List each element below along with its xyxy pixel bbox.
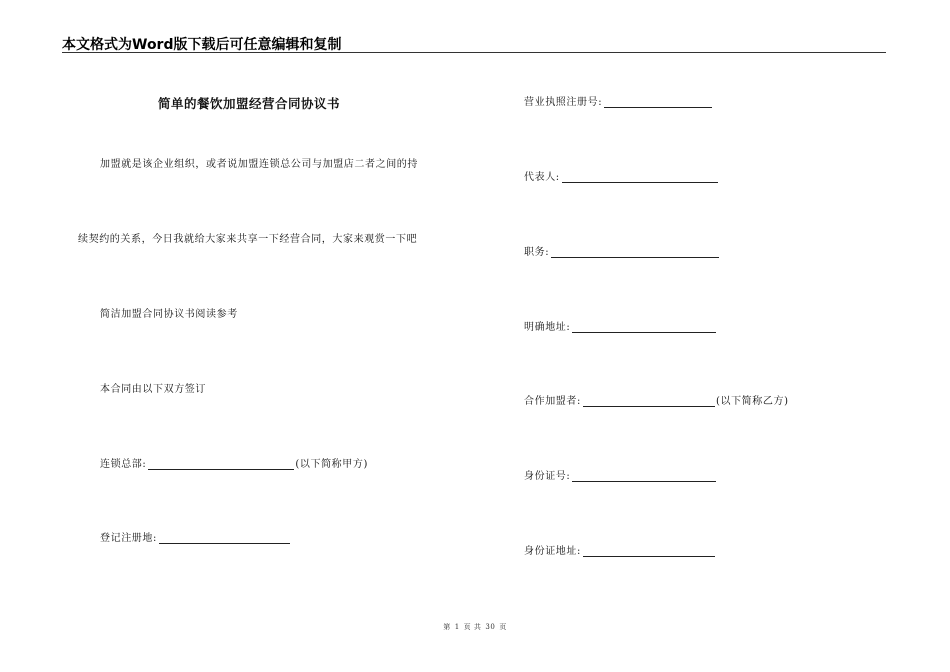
blank-line[interactable]: [562, 171, 718, 183]
field-id-number: [524, 467, 716, 482]
page-mid: 页 共: [463, 623, 482, 631]
blank-line[interactable]: [551, 246, 719, 258]
field-franchisee: [524, 392, 789, 407]
paragraph-2: 续契约的关系，今日我就给大家来共享一下经营合同，大家来观赏一下吧: [78, 234, 418, 245]
field-registered-address: [100, 529, 290, 544]
field-label: 登记注册地:: [100, 533, 157, 544]
field-label: 身份证号:: [524, 471, 571, 482]
field-label: 职务:: [524, 247, 550, 258]
blank-line[interactable]: [159, 532, 290, 544]
paragraph-4: 本合同由以下双方签订: [100, 384, 206, 395]
blank-line[interactable]: [148, 458, 294, 470]
blank-line[interactable]: [604, 96, 712, 108]
field-label: 代表人:: [524, 172, 560, 183]
blank-line[interactable]: [583, 395, 715, 407]
document-header: 本文格式为Word版下载后可任意编辑和复制: [62, 37, 342, 53]
blank-line[interactable]: [583, 545, 715, 557]
field-label: 合作加盟者:: [524, 396, 581, 407]
field-label: 身份证地址:: [524, 546, 581, 557]
field-address: [524, 318, 716, 333]
field-label: 连锁总部:: [100, 459, 147, 470]
field-suffix: (以下简称乙方): [715, 396, 789, 407]
page-suffix: 页: [499, 623, 507, 631]
page-current: 1: [454, 623, 460, 631]
field-position: [524, 243, 719, 258]
field-business-license: [524, 93, 712, 108]
paragraph-1: 加盟就是该企业组织，或者说加盟连锁总公司与加盟店二者之间的持: [100, 159, 418, 170]
page-total: 30: [485, 623, 496, 631]
page-footer: [0, 622, 950, 632]
blank-line[interactable]: [572, 470, 716, 482]
field-label: 明确地址:: [524, 322, 571, 333]
field-chain-hq: [100, 455, 368, 470]
field-suffix: (以下简称甲方): [295, 459, 368, 470]
field-representative: [524, 168, 718, 183]
blank-line[interactable]: [572, 321, 716, 333]
page-prefix: 第: [443, 623, 451, 631]
document-title: 简单的餐饮加盟经营合同协议书: [158, 96, 341, 111]
paragraph-3: 简洁加盟合同协议书阅读参考: [100, 309, 238, 320]
field-label: 营业执照注册号:: [524, 97, 603, 108]
field-id-address: [524, 542, 715, 557]
header-divider: [62, 52, 886, 53]
